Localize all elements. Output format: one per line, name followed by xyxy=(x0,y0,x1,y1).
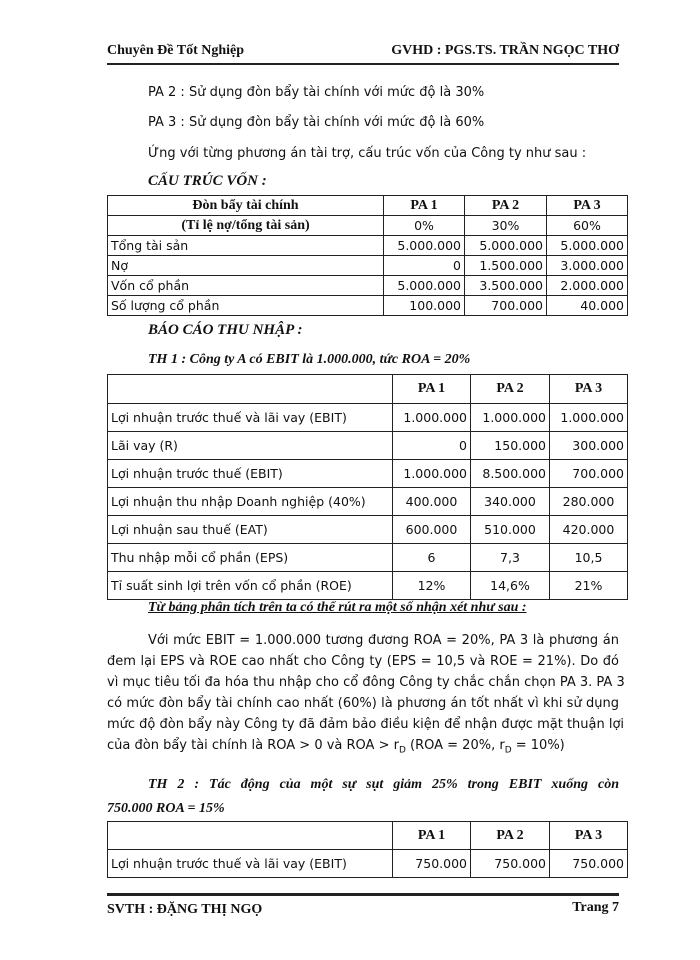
table-row xyxy=(108,256,628,276)
value-cell: 1.000.000 xyxy=(393,404,471,432)
value-cell: 510.000 xyxy=(471,516,550,544)
value-cell: 40.000 xyxy=(547,296,628,316)
row-label: Lãi vay (R) xyxy=(108,432,393,460)
row-label: Vốn cổ phần xyxy=(108,276,384,296)
value-cell: 7,3 xyxy=(471,544,550,572)
value-cell: 420.000 xyxy=(550,516,628,544)
column-header: PA 3 xyxy=(550,375,628,404)
header-empty-cell xyxy=(108,822,393,850)
value-cell: 10,5 xyxy=(550,544,628,572)
table-row xyxy=(108,432,628,460)
header-empty-cell xyxy=(108,375,393,404)
case2-title-line2: 750.000 ROA = 15% xyxy=(107,801,225,816)
intro-pa2: PA 2 : Sử dụng đòn bẩy tài chính với mức độ là 30% xyxy=(148,85,485,100)
table-row xyxy=(108,460,628,488)
value-cell: 5.000.000 xyxy=(465,236,547,256)
income-report-title: BÁO CÁO THU NHẬP : xyxy=(148,322,303,338)
value-cell: 1.000.000 xyxy=(471,404,550,432)
table-header-sublabel: (Tỉ lệ nợ/tổng tài sản) xyxy=(108,216,384,236)
analysis-line: Với mức EBIT = 1.000.000 tương đương ROA = 20%, PA 3 là phương án xyxy=(148,633,619,648)
row-label: Lợi nhuận trước thuế và lãi vay (EBIT) xyxy=(108,850,393,878)
ratio-cell: 30% xyxy=(465,216,547,236)
column-header: PA 1 xyxy=(384,196,465,216)
value-cell: 5.000.000 xyxy=(384,236,465,256)
value-cell: 5.000.000 xyxy=(384,276,465,296)
footer-author: SVTH : ĐẶNG THỊ NGỌ xyxy=(107,902,263,917)
value-cell: 2.000.000 xyxy=(547,276,628,296)
value-cell: 0 xyxy=(393,432,471,460)
analysis-paragraph xyxy=(107,630,625,762)
page-header xyxy=(107,41,619,63)
table-row xyxy=(108,404,628,432)
footer-rule xyxy=(107,893,619,896)
capital-structure-table xyxy=(107,195,628,316)
value-cell: 700.000 xyxy=(550,460,628,488)
case2-title-line1: TH 2 : Tác động của một sự sụt giảm 25% trong EBIT xuống còn xyxy=(148,777,619,792)
value-cell: 8.500.000 xyxy=(471,460,550,488)
column-header: PA 2 xyxy=(465,196,547,216)
ratio-cell: 60% xyxy=(547,216,628,236)
table-row xyxy=(108,572,628,600)
column-header: PA 1 xyxy=(393,822,471,850)
value-cell: 21% xyxy=(550,572,628,600)
row-label: Tỉ suất sinh lợi trên vốn cổ phần (ROE) xyxy=(108,572,393,600)
table-row xyxy=(108,276,628,296)
table-header-label: Đòn bẩy tài chính xyxy=(108,196,384,216)
value-cell: 0 xyxy=(384,256,465,276)
header-title: Chuyên Đề Tốt Nghiệp xyxy=(107,43,245,58)
value-cell: 400.000 xyxy=(393,488,471,516)
value-cell: 600.000 xyxy=(393,516,471,544)
value-cell: 340.000 xyxy=(471,488,550,516)
row-label: Số lượng cổ phần xyxy=(108,296,384,316)
column-header: PA 3 xyxy=(547,196,628,216)
value-cell: 1.000.000 xyxy=(393,460,471,488)
value-cell: 1.000.000 xyxy=(550,404,628,432)
capital-structure-title: CẤU TRÚC VỐN : xyxy=(148,173,267,189)
analysis-line: mức độ đòn bẩy này Công ty đã đảm bảo điều kiện để nhận được mặt thuận lợi xyxy=(107,717,625,732)
row-label: Lợi nhuận sau thuế (EAT) xyxy=(108,516,393,544)
intro-text: Ứng với từng phương án tài trợ, cấu trúc vốn của Công ty như sau : xyxy=(148,146,587,161)
row-label: Lợi nhuận trước thuế (EBIT) xyxy=(108,460,393,488)
page-number: Trang 7 xyxy=(572,900,619,915)
value-cell: 280.000 xyxy=(550,488,628,516)
value-cell: 6 xyxy=(393,544,471,572)
row-label: Thu nhập mỗi cổ phần (EPS) xyxy=(108,544,393,572)
ratio-cell: 0% xyxy=(384,216,465,236)
value-cell: 750.000 xyxy=(471,850,550,878)
analysis-line: của đòn bẩy tài chính là ROA > 0 và ROA > $r_D$ (ROA = 20%, $r_D = 10\%$) xyxy=(107,738,565,756)
analysis-line: đem lại EPS và ROE cao nhất cho Công ty (EPS = 10,5 và ROE = 21%). Do đó xyxy=(107,654,619,669)
column-header: PA 2 xyxy=(471,375,550,404)
analysis-line: vì mục tiêu tối đa hóa thu nhập cho cổ đông Công ty chắc chắn chọn PA 3. PA 3 xyxy=(107,675,625,690)
row-label: Lợi nhuận thu nhập Doanh nghiệp (40%) xyxy=(108,488,393,516)
table-row xyxy=(108,488,628,516)
value-cell: 100.000 xyxy=(384,296,465,316)
header-rule xyxy=(107,63,619,65)
intro-pa3: PA 3 : Sử dụng đòn bẩy tài chính với mức độ là 60% xyxy=(148,115,485,130)
value-cell: 3.000.000 xyxy=(547,256,628,276)
value-cell: 5.000.000 xyxy=(547,236,628,256)
value-cell: 12% xyxy=(393,572,471,600)
table-row xyxy=(108,516,628,544)
value-cell: 300.000 xyxy=(550,432,628,460)
income-table xyxy=(107,374,628,600)
row-label: Tổng tài sản xyxy=(108,236,384,256)
column-header: PA 3 xyxy=(550,822,628,850)
value-cell: 750.000 xyxy=(550,850,628,878)
column-header: PA 2 xyxy=(471,822,550,850)
case2-table xyxy=(107,821,628,878)
analysis-heading: Từ bảng phân tích trên ta có thể rút ra một số nhận xét như sau : xyxy=(148,600,527,615)
value-cell: 750.000 xyxy=(393,850,471,878)
value-cell: 150.000 xyxy=(471,432,550,460)
value-cell: 700.000 xyxy=(465,296,547,316)
table-row xyxy=(108,236,628,256)
table-row xyxy=(108,850,628,878)
table-row xyxy=(108,296,628,316)
analysis-line: có mức đòn bẩy tài chính cao nhất (60%) là phương án tốt nhất vì khi sử dụng xyxy=(107,696,619,711)
header-advisor: GVHD : PGS.TS. TRẦN NGỌC THƠ xyxy=(391,43,619,58)
row-label: Nợ xyxy=(108,256,384,276)
value-cell: 1.500.000 xyxy=(465,256,547,276)
table-row xyxy=(108,544,628,572)
column-header: PA 1 xyxy=(393,375,471,404)
row-label: Lợi nhuận trước thuế và lãi vay (EBIT) xyxy=(108,404,393,432)
value-cell: 14,6% xyxy=(471,572,550,600)
case1-title: TH 1 : Công ty A có EBIT là 1.000.000, tức ROA = 20% xyxy=(148,352,471,367)
value-cell: 3.500.000 xyxy=(465,276,547,296)
